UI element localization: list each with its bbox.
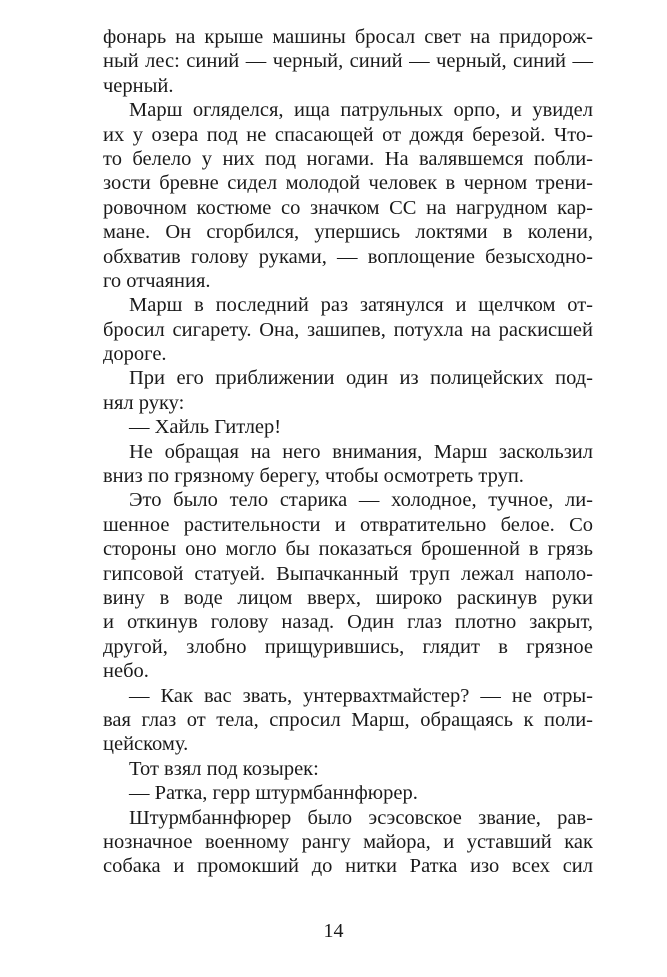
text-line: мане. Он сгорбился, упершись локтями в колени, [103, 221, 593, 244]
text-line: го отчаяния. [103, 269, 211, 292]
text-line: При его приближении один из полицейских под- [129, 367, 593, 390]
text-line: гипсовой статуей. Выпачканный труп лежал наполо- [103, 562, 593, 585]
text-line: Это было тело старика — холодное, тучное, ли- [129, 489, 593, 512]
text-line: зости бревне сидел молодой человек в черном трени- [103, 172, 593, 195]
text-line: Штурмбаннфюрер было эсэсовское звание, рав- [129, 806, 593, 829]
text-line: шенное растительности и отвратительно белое. Со [103, 513, 593, 536]
page-number: 14 [323, 920, 344, 942]
text-line: дороге. [103, 343, 167, 366]
text-line: Марш в последний раз затянулся и щелчком от- [129, 294, 593, 317]
text-line: то белело у них под ногами. На валявшемся побли- [103, 147, 593, 170]
text-line: обхватив голову руками, — воплощение безысходно- [103, 245, 593, 268]
text-line: собака и промокший до нитки Ратка изо всех сил [103, 855, 593, 878]
text-line: вая глаз от тела, спросил Марш, обращаясь к поли- [103, 708, 593, 731]
text-line: и откинув голову назад. Один глаз плотно закрыт, [103, 611, 593, 634]
text-line: нозначное военному рангу майора, и уставший как [103, 830, 593, 853]
text-line: ный лес: синий — черный, синий — черный, синий — [103, 50, 593, 73]
text-line: — Ратка, герр штурмбаннфюрер. [129, 782, 418, 805]
text-line: цейскому. [103, 733, 189, 756]
body-text [103, 25, 593, 879]
text-line: вину в воде лицом вверх, широко раскинув руки [103, 586, 593, 609]
text-line: другой, злобно прищурившись, глядит в грязное [103, 635, 593, 658]
text-line: их у озера под не спасающей от дождя березой. Что- [103, 123, 593, 146]
text-line: — Как вас звать, унтервахтмайстер? — не отры- [129, 684, 593, 707]
text-line: вниз по грязному берегу, чтобы осмотреть труп. [103, 465, 524, 488]
text-line: черный. [103, 74, 174, 97]
text-line: бросил сигарету. Она, зашипев, потухла на раскисшей [103, 318, 593, 341]
text-line: — Хайль Гитлер! [129, 416, 282, 439]
text-line: Марш огляделся, ища патрульных орпо, и увидел [129, 99, 593, 122]
text-line: нял руку: [103, 391, 185, 414]
text-line: фонарь на крыше машины бросал свет на придорож- [103, 26, 593, 48]
text-line: Тот взял под козырек: [129, 757, 319, 780]
text-line: ровочном костюме со значком СС на нагрудном кар- [103, 196, 593, 219]
text-line: стороны оно могло бы показаться брошенной в грязь [103, 538, 593, 561]
text-line: небо. [103, 660, 149, 683]
text-line: Не обращая на него внимания, Марш заскользил [129, 440, 593, 463]
